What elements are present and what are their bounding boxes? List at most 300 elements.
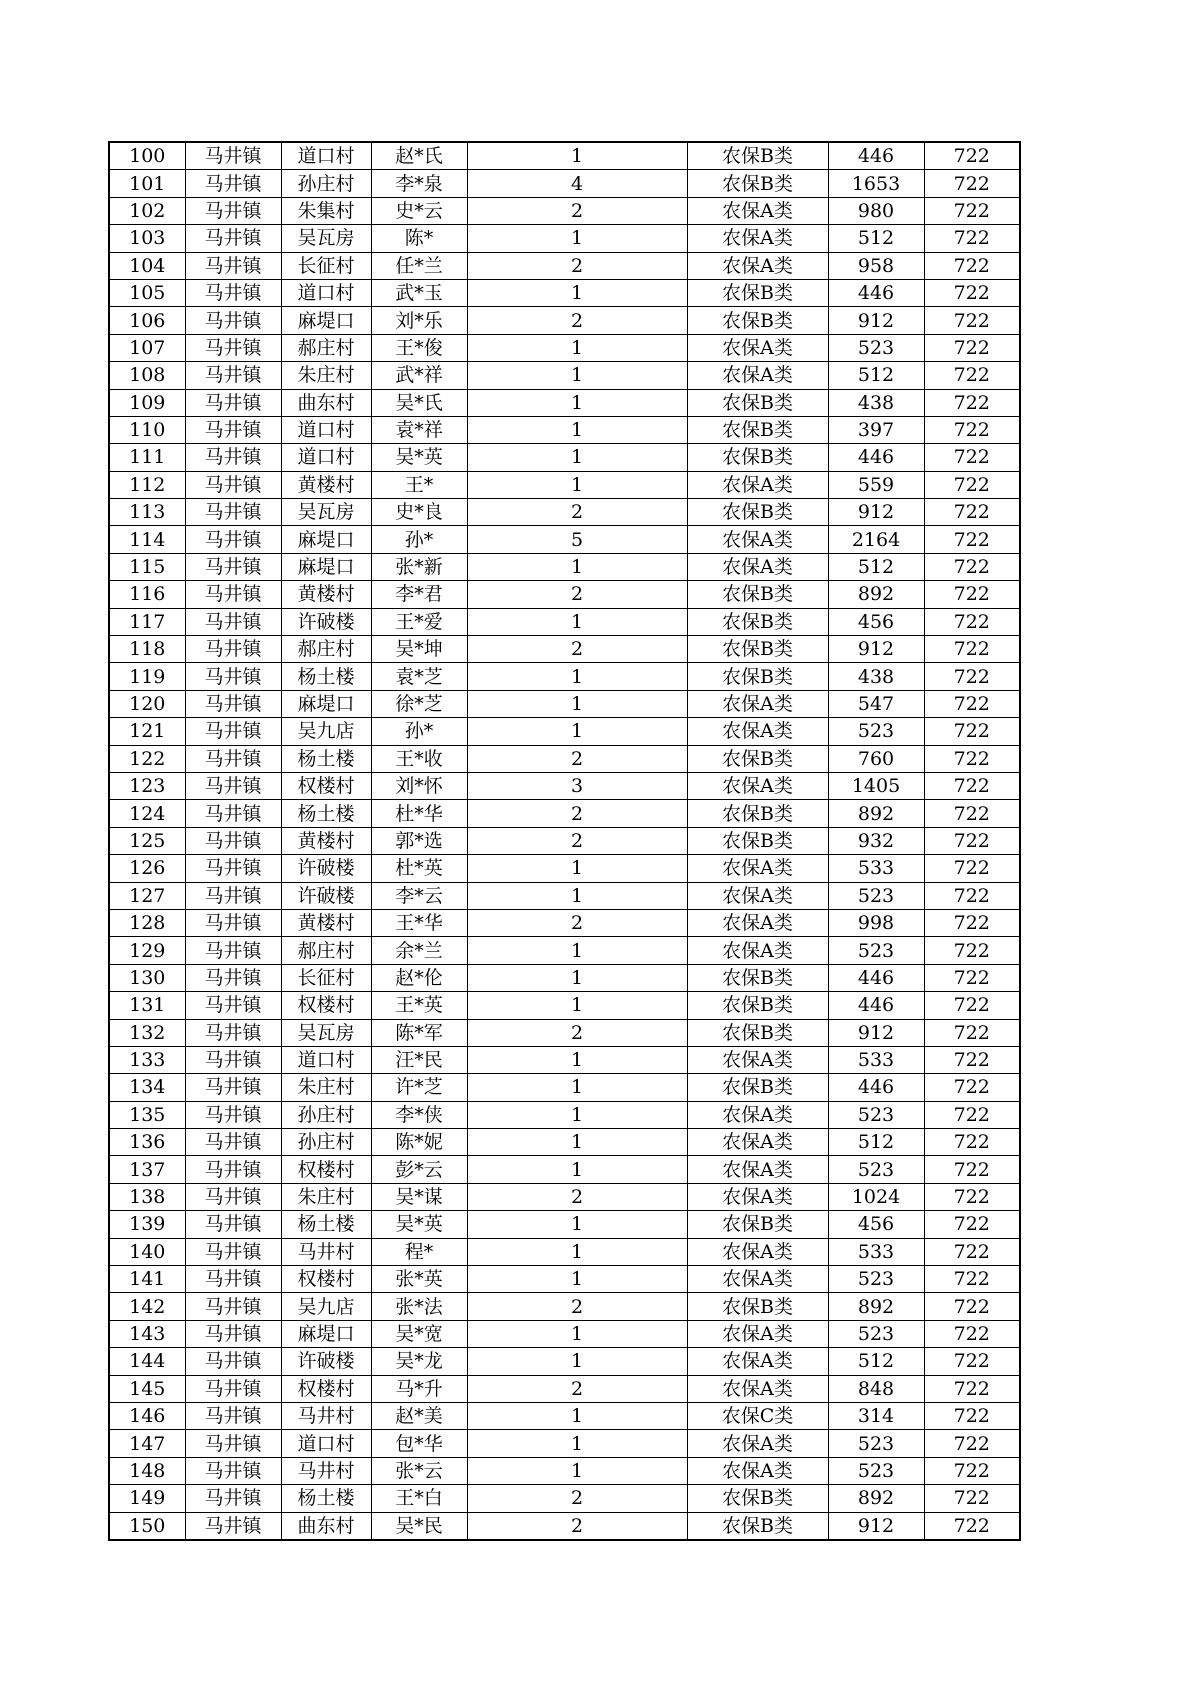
insurance-category-cell: 农保A类 xyxy=(687,1129,828,1156)
household-count-cell: 2 xyxy=(467,1485,687,1512)
standard-cell: 722 xyxy=(924,964,1020,991)
table-row xyxy=(109,1402,1020,1429)
household-count-cell: 2 xyxy=(467,499,687,526)
village-cell: 麻堤口 xyxy=(281,690,371,717)
village-cell: 杨土楼 xyxy=(281,800,371,827)
insurance-category-cell: 农保B类 xyxy=(687,663,828,690)
amount-cell: 848 xyxy=(828,1375,924,1402)
row-number-cell: 150 xyxy=(109,1512,185,1540)
table-body xyxy=(109,142,1020,1540)
insurance-category-cell: 农保B类 xyxy=(687,1293,828,1320)
row-number-cell: 100 xyxy=(109,142,185,170)
standard-cell: 722 xyxy=(924,855,1020,882)
name-cell: 李*泉 xyxy=(371,170,467,197)
name-cell: 陈* xyxy=(371,225,467,252)
household-count-cell: 2 xyxy=(467,1512,687,1540)
table-row xyxy=(109,992,1020,1019)
row-number-cell: 104 xyxy=(109,252,185,279)
town-cell: 马井镇 xyxy=(185,992,281,1019)
name-cell: 史*云 xyxy=(371,197,467,224)
insurance-category-cell: 农保A类 xyxy=(687,1430,828,1457)
household-count-cell: 1 xyxy=(467,663,687,690)
town-cell: 马井镇 xyxy=(185,1156,281,1183)
row-number-cell: 141 xyxy=(109,1266,185,1293)
row-number-cell: 122 xyxy=(109,745,185,772)
household-count-cell: 1 xyxy=(467,1156,687,1183)
standard-cell: 722 xyxy=(924,362,1020,389)
amount-cell: 446 xyxy=(828,142,924,170)
name-cell: 杜*英 xyxy=(371,855,467,882)
household-count-cell: 2 xyxy=(467,1019,687,1046)
village-cell: 杨土楼 xyxy=(281,745,371,772)
row-number-cell: 103 xyxy=(109,225,185,252)
row-number-cell: 128 xyxy=(109,909,185,936)
town-cell: 马井镇 xyxy=(185,1101,281,1128)
standard-cell: 722 xyxy=(924,526,1020,553)
standard-cell: 722 xyxy=(924,1457,1020,1484)
row-number-cell: 119 xyxy=(109,663,185,690)
name-cell: 孙* xyxy=(371,718,467,745)
village-cell: 朱集村 xyxy=(281,197,371,224)
household-count-cell: 2 xyxy=(467,1183,687,1210)
name-cell: 袁*祥 xyxy=(371,416,467,443)
table-row xyxy=(109,909,1020,936)
table-row xyxy=(109,608,1020,635)
row-number-cell: 129 xyxy=(109,937,185,964)
name-cell: 王*白 xyxy=(371,1485,467,1512)
standard-cell: 722 xyxy=(924,197,1020,224)
name-cell: 张*新 xyxy=(371,553,467,580)
amount-cell: 912 xyxy=(828,1512,924,1540)
name-cell: 汪*民 xyxy=(371,1046,467,1073)
amount-cell: 998 xyxy=(828,909,924,936)
town-cell: 马井镇 xyxy=(185,745,281,772)
amount-cell: 523 xyxy=(828,334,924,361)
amount-cell: 523 xyxy=(828,882,924,909)
town-cell: 马井镇 xyxy=(185,1129,281,1156)
name-cell: 徐*芝 xyxy=(371,690,467,717)
town-cell: 马井镇 xyxy=(185,1512,281,1540)
amount-cell: 2164 xyxy=(828,526,924,553)
row-number-cell: 134 xyxy=(109,1074,185,1101)
insurance-category-cell: 农保B类 xyxy=(687,1019,828,1046)
name-cell: 陈*军 xyxy=(371,1019,467,1046)
row-number-cell: 108 xyxy=(109,362,185,389)
household-count-cell: 1 xyxy=(467,937,687,964)
village-cell: 长征村 xyxy=(281,252,371,279)
village-cell: 吴瓦房 xyxy=(281,1019,371,1046)
standard-cell: 722 xyxy=(924,663,1020,690)
village-cell: 郝庄村 xyxy=(281,937,371,964)
table-row xyxy=(109,334,1020,361)
insurance-category-cell: 农保B类 xyxy=(687,1512,828,1540)
standard-cell: 722 xyxy=(924,1129,1020,1156)
table-row xyxy=(109,526,1020,553)
amount-cell: 523 xyxy=(828,1320,924,1347)
amount-cell: 512 xyxy=(828,1348,924,1375)
village-cell: 许破楼 xyxy=(281,882,371,909)
row-number-cell: 148 xyxy=(109,1457,185,1484)
name-cell: 王*华 xyxy=(371,909,467,936)
household-count-cell: 1 xyxy=(467,855,687,882)
village-cell: 麻堤口 xyxy=(281,526,371,553)
amount-cell: 912 xyxy=(828,499,924,526)
name-cell: 吴*宽 xyxy=(371,1320,467,1347)
town-cell: 马井镇 xyxy=(185,1348,281,1375)
village-cell: 马井村 xyxy=(281,1402,371,1429)
table-row xyxy=(109,1512,1020,1540)
household-count-cell: 1 xyxy=(467,1046,687,1073)
standard-cell: 722 xyxy=(924,1266,1020,1293)
table-row xyxy=(109,553,1020,580)
household-count-cell: 1 xyxy=(467,471,687,498)
amount-cell: 523 xyxy=(828,1266,924,1293)
table-row xyxy=(109,1211,1020,1238)
name-cell: 张*英 xyxy=(371,1266,467,1293)
village-cell: 杨土楼 xyxy=(281,1211,371,1238)
amount-cell: 446 xyxy=(828,279,924,306)
town-cell: 马井镇 xyxy=(185,608,281,635)
name-cell: 李*侠 xyxy=(371,1101,467,1128)
town-cell: 马井镇 xyxy=(185,1046,281,1073)
amount-cell: 533 xyxy=(828,855,924,882)
table-row xyxy=(109,1238,1020,1265)
village-cell: 黄楼村 xyxy=(281,581,371,608)
table-row xyxy=(109,964,1020,991)
table-row xyxy=(109,855,1020,882)
amount-cell: 912 xyxy=(828,307,924,334)
name-cell: 彭*云 xyxy=(371,1156,467,1183)
household-count-cell: 1 xyxy=(467,142,687,170)
village-cell: 郝庄村 xyxy=(281,636,371,663)
household-count-cell: 2 xyxy=(467,800,687,827)
amount-cell: 932 xyxy=(828,827,924,854)
amount-cell: 438 xyxy=(828,389,924,416)
insurance-category-cell: 农保A类 xyxy=(687,1238,828,1265)
insurance-category-cell: 农保B类 xyxy=(687,279,828,306)
amount-cell: 533 xyxy=(828,1046,924,1073)
insurance-category-cell: 农保B类 xyxy=(687,636,828,663)
insurance-category-cell: 农保B类 xyxy=(687,745,828,772)
name-cell: 吴*龙 xyxy=(371,1348,467,1375)
household-count-cell: 1 xyxy=(467,225,687,252)
table-row xyxy=(109,279,1020,306)
standard-cell: 722 xyxy=(924,882,1020,909)
household-count-cell: 1 xyxy=(467,279,687,306)
village-cell: 许破楼 xyxy=(281,1348,371,1375)
standard-cell: 722 xyxy=(924,499,1020,526)
insurance-category-cell: 农保A类 xyxy=(687,718,828,745)
town-cell: 马井镇 xyxy=(185,581,281,608)
row-number-cell: 144 xyxy=(109,1348,185,1375)
standard-cell: 722 xyxy=(924,772,1020,799)
row-number-cell: 127 xyxy=(109,882,185,909)
town-cell: 马井镇 xyxy=(185,389,281,416)
village-cell: 权楼村 xyxy=(281,772,371,799)
town-cell: 马井镇 xyxy=(185,1402,281,1429)
name-cell: 许*芝 xyxy=(371,1074,467,1101)
row-number-cell: 120 xyxy=(109,690,185,717)
insurance-category-cell: 农保A类 xyxy=(687,526,828,553)
household-count-cell: 1 xyxy=(467,1266,687,1293)
row-number-cell: 105 xyxy=(109,279,185,306)
village-cell: 权楼村 xyxy=(281,992,371,1019)
amount-cell: 456 xyxy=(828,1211,924,1238)
town-cell: 马井镇 xyxy=(185,636,281,663)
name-cell: 吴*民 xyxy=(371,1512,467,1540)
name-cell: 赵*氏 xyxy=(371,142,467,170)
row-number-cell: 121 xyxy=(109,718,185,745)
standard-cell: 722 xyxy=(924,1074,1020,1101)
standard-cell: 722 xyxy=(924,471,1020,498)
insurance-category-cell: 农保B类 xyxy=(687,170,828,197)
town-cell: 马井镇 xyxy=(185,1293,281,1320)
amount-cell: 559 xyxy=(828,471,924,498)
village-cell: 道口村 xyxy=(281,1046,371,1073)
household-count-cell: 1 xyxy=(467,1348,687,1375)
insurance-category-cell: 农保B类 xyxy=(687,964,828,991)
table-row xyxy=(109,1046,1020,1073)
standard-cell: 722 xyxy=(924,1402,1020,1429)
standard-cell: 722 xyxy=(924,1512,1020,1540)
village-cell: 马井村 xyxy=(281,1238,371,1265)
household-count-cell: 1 xyxy=(467,553,687,580)
name-cell: 余*兰 xyxy=(371,937,467,964)
amount-cell: 912 xyxy=(828,1019,924,1046)
village-cell: 权楼村 xyxy=(281,1266,371,1293)
village-cell: 吴九店 xyxy=(281,718,371,745)
table-row xyxy=(109,1156,1020,1183)
amount-cell: 523 xyxy=(828,1156,924,1183)
insurance-category-cell: 农保A类 xyxy=(687,1348,828,1375)
amount-cell: 892 xyxy=(828,1485,924,1512)
standard-cell: 722 xyxy=(924,1375,1020,1402)
table-row xyxy=(109,1183,1020,1210)
amount-cell: 523 xyxy=(828,937,924,964)
standard-cell: 722 xyxy=(924,827,1020,854)
town-cell: 马井镇 xyxy=(185,1211,281,1238)
amount-cell: 512 xyxy=(828,553,924,580)
household-count-cell: 1 xyxy=(467,334,687,361)
village-cell: 长征村 xyxy=(281,964,371,991)
household-count-cell: 1 xyxy=(467,1238,687,1265)
town-cell: 马井镇 xyxy=(185,1430,281,1457)
insurance-category-cell: 农保B类 xyxy=(687,1074,828,1101)
table-row xyxy=(109,1375,1020,1402)
town-cell: 马井镇 xyxy=(185,663,281,690)
insurance-category-cell: 农保A类 xyxy=(687,1156,828,1183)
insurance-category-cell: 农保A类 xyxy=(687,1046,828,1073)
name-cell: 赵*美 xyxy=(371,1402,467,1429)
row-number-cell: 147 xyxy=(109,1430,185,1457)
amount-cell: 533 xyxy=(828,1238,924,1265)
village-cell: 孙庄村 xyxy=(281,1129,371,1156)
row-number-cell: 145 xyxy=(109,1375,185,1402)
household-count-cell: 1 xyxy=(467,690,687,717)
table-row xyxy=(109,882,1020,909)
standard-cell: 722 xyxy=(924,608,1020,635)
household-count-cell: 1 xyxy=(467,1129,687,1156)
village-cell: 许破楼 xyxy=(281,608,371,635)
table-row xyxy=(109,1019,1020,1046)
standard-cell: 722 xyxy=(924,745,1020,772)
insurance-category-cell: 农保A类 xyxy=(687,1183,828,1210)
table-row xyxy=(109,937,1020,964)
household-count-cell: 1 xyxy=(467,362,687,389)
village-cell: 黄楼村 xyxy=(281,909,371,936)
village-cell: 道口村 xyxy=(281,142,371,170)
amount-cell: 446 xyxy=(828,444,924,471)
table-row xyxy=(109,772,1020,799)
town-cell: 马井镇 xyxy=(185,718,281,745)
amount-cell: 512 xyxy=(828,225,924,252)
table-row xyxy=(109,1074,1020,1101)
table-row xyxy=(109,690,1020,717)
insurance-category-cell: 农保B类 xyxy=(687,800,828,827)
household-count-cell: 2 xyxy=(467,909,687,936)
standard-cell: 722 xyxy=(924,553,1020,580)
village-cell: 麻堤口 xyxy=(281,553,371,580)
town-cell: 马井镇 xyxy=(185,882,281,909)
amount-cell: 438 xyxy=(828,663,924,690)
insurance-category-cell: 农保B类 xyxy=(687,389,828,416)
amount-cell: 523 xyxy=(828,1101,924,1128)
row-number-cell: 111 xyxy=(109,444,185,471)
row-number-cell: 149 xyxy=(109,1485,185,1512)
insurance-category-cell: 农保A类 xyxy=(687,471,828,498)
insurance-category-cell: 农保A类 xyxy=(687,252,828,279)
table-row xyxy=(109,718,1020,745)
table-row xyxy=(109,416,1020,443)
standard-cell: 722 xyxy=(924,937,1020,964)
table-row xyxy=(109,1266,1020,1293)
table-row xyxy=(109,1293,1020,1320)
household-count-cell: 2 xyxy=(467,745,687,772)
row-number-cell: 139 xyxy=(109,1211,185,1238)
name-cell: 马*升 xyxy=(371,1375,467,1402)
household-count-cell: 2 xyxy=(467,1375,687,1402)
table-row xyxy=(109,581,1020,608)
table-row xyxy=(109,389,1020,416)
row-number-cell: 131 xyxy=(109,992,185,1019)
insurance-category-cell: 农保A类 xyxy=(687,882,828,909)
standard-cell: 722 xyxy=(924,1348,1020,1375)
town-cell: 马井镇 xyxy=(185,1266,281,1293)
amount-cell: 523 xyxy=(828,718,924,745)
row-number-cell: 113 xyxy=(109,499,185,526)
town-cell: 马井镇 xyxy=(185,471,281,498)
table-row xyxy=(109,252,1020,279)
name-cell: 史*良 xyxy=(371,499,467,526)
town-cell: 马井镇 xyxy=(185,416,281,443)
household-count-cell: 2 xyxy=(467,197,687,224)
name-cell: 李*君 xyxy=(371,581,467,608)
row-number-cell: 133 xyxy=(109,1046,185,1073)
insurance-category-cell: 农保A类 xyxy=(687,772,828,799)
town-cell: 马井镇 xyxy=(185,307,281,334)
standard-cell: 722 xyxy=(924,718,1020,745)
amount-cell: 1405 xyxy=(828,772,924,799)
standard-cell: 722 xyxy=(924,992,1020,1019)
name-cell: 吴*坤 xyxy=(371,636,467,663)
amount-cell: 892 xyxy=(828,1293,924,1320)
insurance-category-cell: 农保B类 xyxy=(687,142,828,170)
household-count-cell: 1 xyxy=(467,882,687,909)
standard-cell: 722 xyxy=(924,581,1020,608)
town-cell: 马井镇 xyxy=(185,252,281,279)
standard-cell: 722 xyxy=(924,800,1020,827)
town-cell: 马井镇 xyxy=(185,1019,281,1046)
amount-cell: 397 xyxy=(828,416,924,443)
insurance-category-cell: 农保A类 xyxy=(687,909,828,936)
household-count-cell: 5 xyxy=(467,526,687,553)
name-cell: 王*英 xyxy=(371,992,467,1019)
row-number-cell: 117 xyxy=(109,608,185,635)
village-cell: 曲东村 xyxy=(281,389,371,416)
town-cell: 马井镇 xyxy=(185,1320,281,1347)
insurance-category-cell: 农保A类 xyxy=(687,1375,828,1402)
name-cell: 吴*英 xyxy=(371,444,467,471)
town-cell: 马井镇 xyxy=(185,279,281,306)
insurance-category-cell: 农保B类 xyxy=(687,608,828,635)
village-cell: 孙庄村 xyxy=(281,1101,371,1128)
household-count-cell: 1 xyxy=(467,1320,687,1347)
name-cell: 赵*伦 xyxy=(371,964,467,991)
table-row xyxy=(109,1430,1020,1457)
table-row xyxy=(109,1348,1020,1375)
amount-cell: 314 xyxy=(828,1402,924,1429)
name-cell: 王* xyxy=(371,471,467,498)
standard-cell: 722 xyxy=(924,1293,1020,1320)
insurance-category-cell: 农保A类 xyxy=(687,937,828,964)
row-number-cell: 142 xyxy=(109,1293,185,1320)
standard-cell: 722 xyxy=(924,1046,1020,1073)
name-cell: 任*兰 xyxy=(371,252,467,279)
row-number-cell: 109 xyxy=(109,389,185,416)
row-number-cell: 146 xyxy=(109,1402,185,1429)
amount-cell: 980 xyxy=(828,197,924,224)
name-cell: 王*爱 xyxy=(371,608,467,635)
name-cell: 张*法 xyxy=(371,1293,467,1320)
amount-cell: 912 xyxy=(828,636,924,663)
row-number-cell: 130 xyxy=(109,964,185,991)
table-row xyxy=(109,1320,1020,1347)
standard-cell: 722 xyxy=(924,170,1020,197)
insurance-category-cell: 农保B类 xyxy=(687,499,828,526)
village-cell: 杨土楼 xyxy=(281,663,371,690)
table-row xyxy=(109,1457,1020,1484)
town-cell: 马井镇 xyxy=(185,362,281,389)
standard-cell: 722 xyxy=(924,1101,1020,1128)
standard-cell: 722 xyxy=(924,909,1020,936)
row-number-cell: 140 xyxy=(109,1238,185,1265)
town-cell: 马井镇 xyxy=(185,690,281,717)
village-cell: 黄楼村 xyxy=(281,827,371,854)
table-row xyxy=(109,170,1020,197)
standard-cell: 722 xyxy=(924,307,1020,334)
standard-cell: 722 xyxy=(924,1485,1020,1512)
insurance-category-cell: 农保B类 xyxy=(687,416,828,443)
name-cell: 刘*乐 xyxy=(371,307,467,334)
town-cell: 马井镇 xyxy=(185,772,281,799)
town-cell: 马井镇 xyxy=(185,444,281,471)
table-row xyxy=(109,636,1020,663)
household-count-cell: 1 xyxy=(467,1101,687,1128)
village-cell: 麻堤口 xyxy=(281,1320,371,1347)
town-cell: 马井镇 xyxy=(185,1074,281,1101)
household-count-cell: 2 xyxy=(467,636,687,663)
table-row xyxy=(109,471,1020,498)
